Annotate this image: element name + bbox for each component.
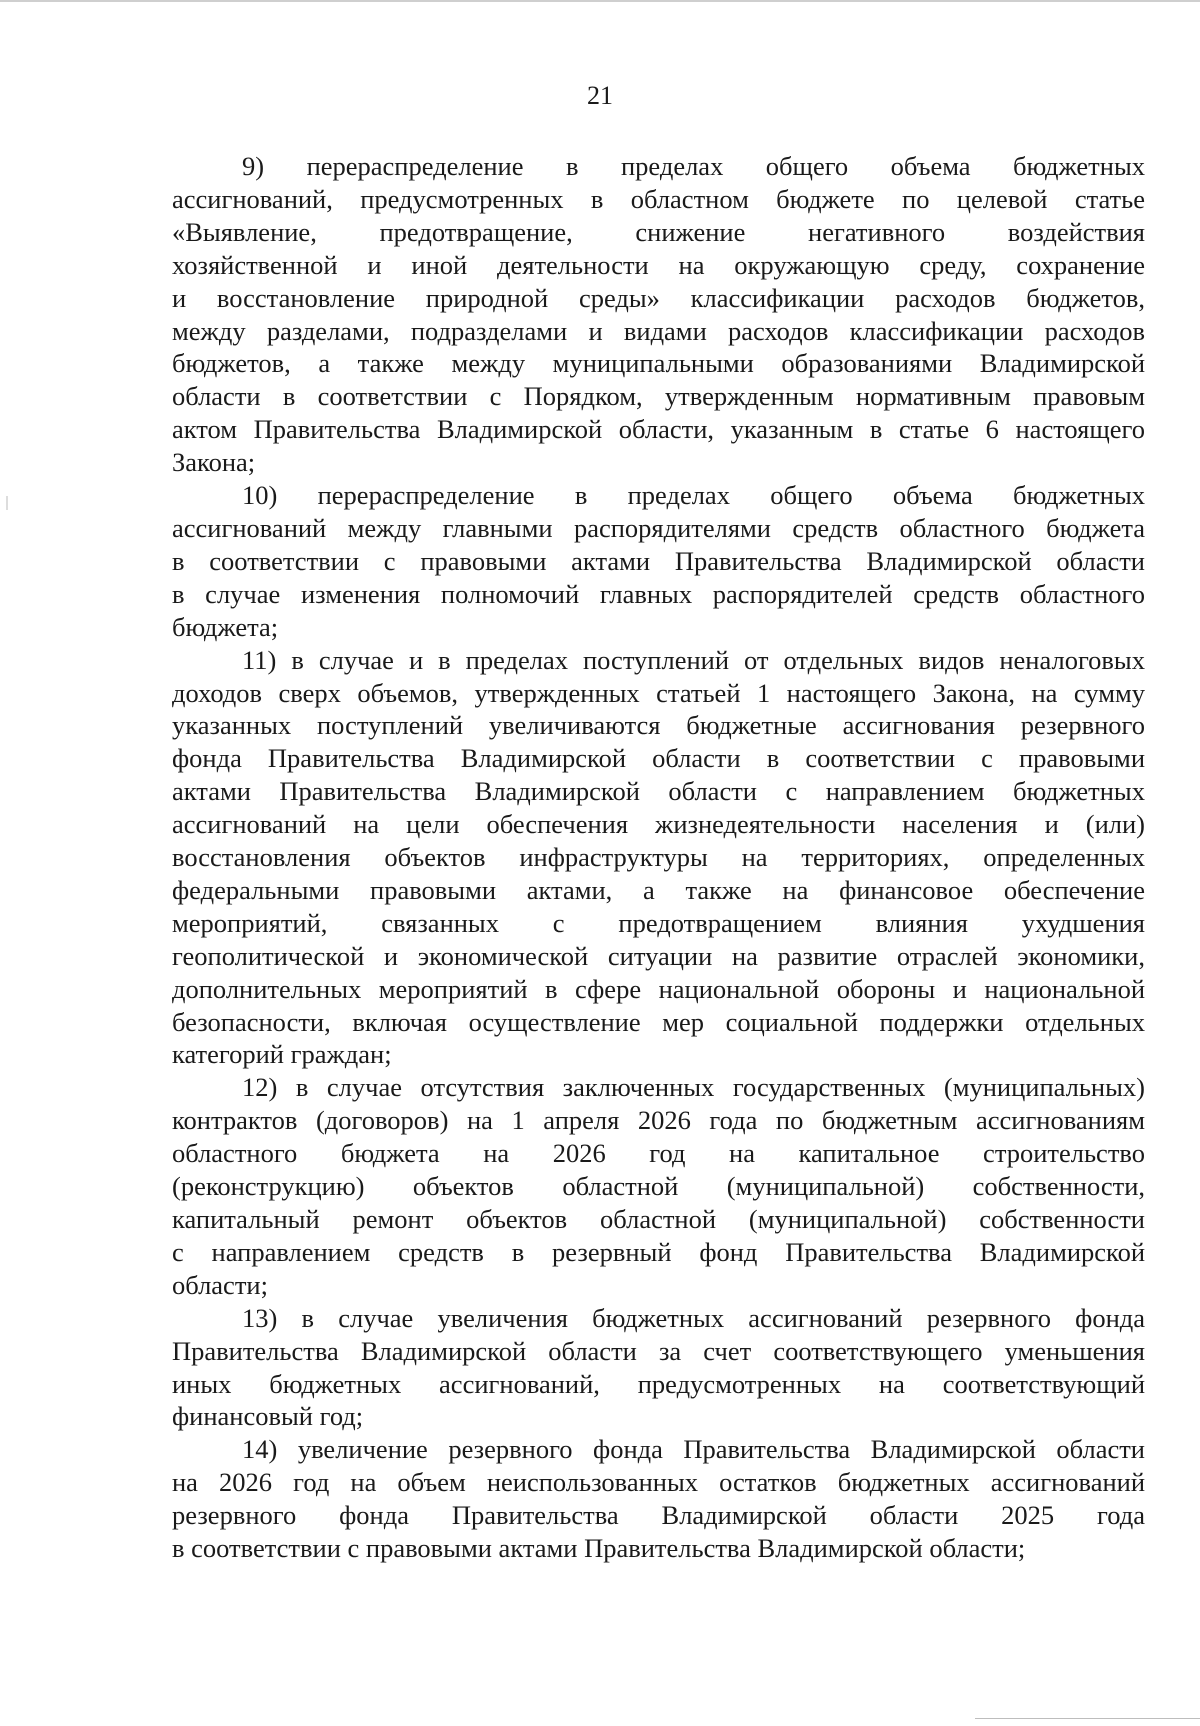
text-line: «Выявление, предотвращение, снижение негативного воздействия	[172, 216, 1145, 247]
text-line: капитальный ремонт объектов областной (муниципальной) собственности	[172, 1204, 1145, 1234]
scan-bottom-edge	[975, 1718, 1200, 1719]
text-line: 9) перераспределение в пределах общего объема бюджетных	[242, 151, 1145, 181]
scan-margin-mark	[6, 496, 8, 510]
text-line: актом Правительства Владимирской области, указанным в статье 6 настоящего	[172, 414, 1145, 445]
text-line: ассигнований между главными распорядителями средств областного бюджета	[172, 512, 1145, 543]
text-line: Правительства Владимирской области за счет соответствующего уменьшения	[172, 1335, 1145, 1366]
paragraph-item-11	[172, 644, 1145, 1072]
text-line: контрактов (договоров) на 1 апреля 2026 года по бюджетным ассигнованиям	[172, 1105, 1145, 1136]
text-line: безопасности, включая осуществление мер социальной поддержки отдельных	[172, 1006, 1145, 1037]
text-line: в случае изменения полномочий главных распорядителей средств областного	[172, 578, 1145, 609]
paragraph-item-13	[172, 1302, 1145, 1434]
page-number: 21	[587, 81, 613, 110]
paragraph-item-10	[172, 479, 1145, 644]
text-line: доходов сверх объемов, утвержденных статьей 1 настоящего Закона, на сумму	[172, 677, 1145, 708]
text-line: восстановления объектов инфраструктуры на территориях, определенных	[172, 842, 1145, 873]
text-line: финансовый год;	[172, 1401, 364, 1432]
paragraph-item-9	[172, 150, 1145, 479]
text-line: ассигнований на цели обеспечения жизнедеятельности населения и (или)	[172, 809, 1145, 840]
text-line: (реконструкцию) объектов областной (муниципальной) собственности,	[172, 1171, 1145, 1202]
text-line: ассигнований, предусмотренных в областном бюджете по целевой статье	[172, 183, 1145, 214]
text-line: области в соответствии с Порядком, утвержденным нормативным правовым	[172, 381, 1145, 412]
text-line: 10) перераспределение в пределах общего объема бюджетных	[242, 480, 1145, 511]
text-line: бюджета;	[172, 611, 279, 642]
text-line: категорий граждан;	[172, 1039, 392, 1070]
scan-top-edge	[0, 0, 1200, 2]
text-line: в соответствии с правовыми актами Правительства Владимирской области;	[172, 1533, 1026, 1564]
text-line: иных бюджетных ассигнований, предусмотренных на соответствующий	[172, 1368, 1145, 1399]
text-line: в соответствии с правовыми актами Правительства Владимирской области	[172, 545, 1145, 576]
text-line: резервного фонда Правительства Владимирской области 2025 года	[172, 1500, 1145, 1531]
text-line: 11) в случае и в пределах поступлений от отдельных видов неналоговых	[242, 644, 1145, 675]
text-line: между разделами, подразделами и видами расходов классификации расходов	[172, 315, 1145, 346]
text-line: 12) в случае отсутствия заключенных государственных (муниципальных)	[242, 1072, 1145, 1103]
text-line: и восстановление природной среды» классификации расходов бюджетов,	[172, 282, 1145, 313]
text-line: 14) увеличение резервного фонда Правительства Владимирской области	[242, 1434, 1145, 1465]
text-line: фонда Правительства Владимирской области в соответствии с правовыми	[172, 743, 1145, 774]
document-body	[172, 150, 1145, 1565]
text-line: областного бюджета на 2026 год на капитальное строительство	[172, 1138, 1145, 1169]
text-line: указанных поступлений увеличиваются бюджетные ассигнования резервного	[172, 710, 1145, 741]
paragraph-item-14	[172, 1433, 1145, 1565]
text-line: на 2026 год на объем неиспользованных остатков бюджетных ассигнований	[172, 1467, 1145, 1498]
text-line: хозяйственной и иной деятельности на окружающую среду, сохранение	[172, 249, 1145, 280]
text-line: актами Правительства Владимирской области с направлением бюджетных	[172, 776, 1145, 807]
text-line: области;	[172, 1269, 268, 1300]
text-line: 13) в случае увеличения бюджетных ассигнований резервного фонда	[242, 1302, 1145, 1333]
text-line: с направлением средств в резервный фонд Правительства Владимирской	[172, 1236, 1145, 1267]
text-line: бюджетов, а также между муниципальными образованиями Владимирской	[172, 348, 1145, 379]
text-line: мероприятий, связанных с предотвращением влияния ухудшения	[172, 907, 1145, 938]
text-line: федеральными правовыми актами, а также на финансовое обеспечение	[172, 874, 1145, 905]
paragraph-item-12	[172, 1071, 1145, 1301]
text-line: геополитической и экономической ситуации на развитие отраслей экономики,	[172, 940, 1145, 971]
text-line: Закона;	[172, 447, 256, 478]
text-line: дополнительных мероприятий в сфере национальной обороны и национальной	[172, 973, 1145, 1004]
